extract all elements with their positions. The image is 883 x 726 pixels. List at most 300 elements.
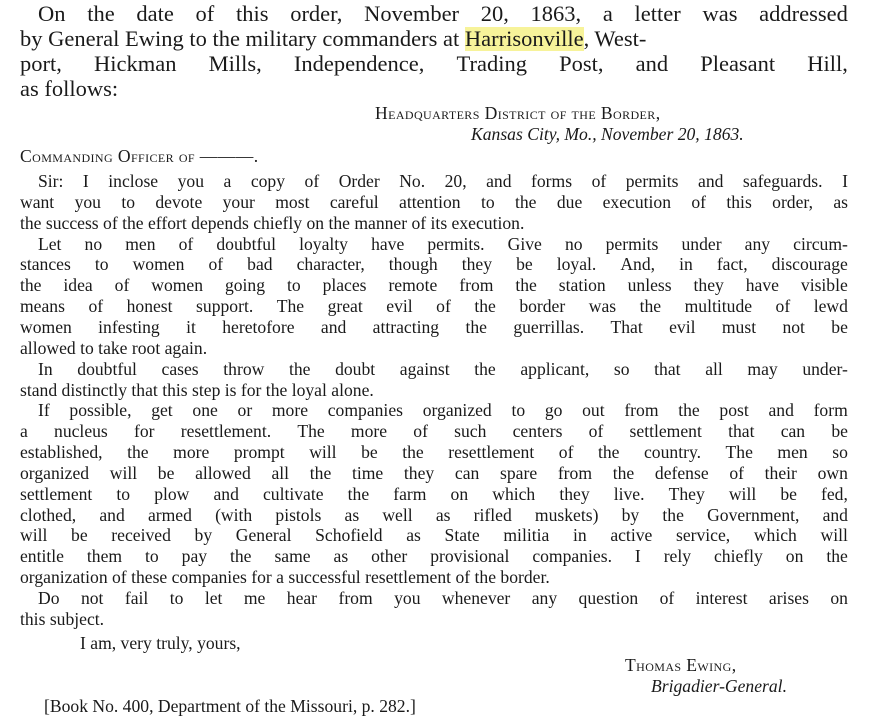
word: service, — [675, 525, 731, 546]
word: muskets) — [534, 504, 599, 525]
word: active — [610, 525, 653, 546]
word: be — [831, 316, 848, 337]
word: multitude — [684, 296, 753, 317]
word: to — [145, 546, 159, 567]
word: the — [662, 504, 684, 525]
paragraph-3-line-1 — [38, 360, 848, 379]
intro-line-1 — [38, 2, 848, 26]
word: border — [519, 296, 566, 317]
word: you — [177, 171, 205, 191]
word: on — [450, 483, 469, 504]
word: to — [116, 483, 131, 504]
word: no — [84, 233, 103, 254]
word: entitle — [20, 546, 64, 567]
word: I — [634, 546, 641, 567]
word: women — [20, 316, 72, 337]
paragraph-2-line-1 — [38, 235, 848, 254]
word: a — [20, 421, 28, 442]
word: be — [516, 254, 533, 275]
word: of — [178, 233, 194, 254]
word: Order — [338, 171, 380, 191]
word: permits — [605, 233, 659, 254]
word: to — [286, 275, 301, 296]
word: pay — [181, 546, 208, 567]
word: settlement — [629, 421, 702, 442]
word: pistols — [275, 504, 322, 525]
word: they — [403, 462, 435, 483]
word: to — [94, 254, 109, 275]
word: all — [705, 358, 723, 379]
word: visible — [800, 275, 848, 296]
intro-line-4-text: as follows: — [20, 76, 119, 101]
word: and — [698, 171, 724, 191]
word: me — [243, 588, 266, 608]
word: out — [582, 400, 605, 421]
paragraph-4-line-1 — [38, 401, 848, 420]
word: the — [347, 483, 370, 504]
word: be — [157, 462, 175, 483]
word: the — [87, 1, 115, 26]
word: will — [309, 442, 337, 463]
word: and — [635, 51, 669, 76]
intro-line-2-end: , West- — [583, 26, 647, 51]
word: live. — [613, 483, 645, 504]
word: The — [725, 442, 753, 463]
word: 20, — [480, 1, 509, 26]
word: of — [588, 421, 604, 442]
paragraph-1-line-2 — [20, 193, 848, 212]
highlighted-place-name: Harrisonville — [464, 26, 584, 51]
word: throw — [223, 358, 265, 379]
word: date — [136, 1, 174, 26]
paragraph-5-line-1 — [38, 589, 848, 608]
word: under — [681, 233, 722, 254]
word: may — [747, 358, 778, 379]
word: the — [474, 358, 496, 379]
word: same — [274, 546, 311, 567]
word: organized — [422, 400, 492, 421]
intro-line-2 — [20, 27, 848, 51]
word: allowed — [195, 462, 251, 483]
word: resettlement — [448, 442, 535, 463]
paragraph-4-line-8 — [20, 547, 848, 566]
word: of — [208, 254, 224, 275]
paragraph-2-line-4 — [20, 297, 848, 316]
word: State — [444, 525, 480, 546]
paragraph-2-line-5 — [20, 318, 848, 337]
word: In — [38, 358, 53, 379]
word: the — [309, 462, 332, 483]
word: the — [288, 358, 311, 379]
word: go — [544, 400, 563, 421]
word: established, — [20, 442, 103, 463]
word: so — [832, 442, 848, 463]
word: and — [822, 504, 848, 525]
word: country. — [644, 442, 701, 463]
word: well — [382, 504, 413, 525]
word: Give — [507, 233, 542, 254]
word: order, — [290, 1, 343, 26]
word: no — [564, 233, 583, 254]
word: men — [125, 233, 156, 254]
word: so — [613, 358, 630, 379]
word: Mills, — [208, 51, 262, 76]
signature-name: Thomas Ewing, — [625, 655, 737, 675]
word: that — [654, 358, 681, 379]
intro-line-3 — [20, 52, 848, 76]
word: centers — [512, 421, 563, 442]
word: evil — [669, 316, 696, 337]
word: great — [327, 296, 363, 317]
word: this — [235, 1, 269, 26]
word: loyalty — [299, 233, 348, 254]
word: your — [222, 191, 255, 212]
word: rifled — [473, 504, 512, 525]
word: must — [721, 316, 757, 337]
word: defense — [654, 462, 709, 483]
paragraph-3-line-2: stand distinctly that this step is for the loyal alone. — [20, 379, 374, 400]
word: will — [20, 525, 48, 546]
word: spare — [500, 462, 538, 483]
paragraph-4-line-5 — [20, 485, 848, 504]
word: attracting — [372, 316, 440, 337]
word: any — [531, 588, 558, 608]
word: arises — [768, 588, 809, 608]
word: armed — [147, 504, 192, 525]
word: a — [223, 171, 232, 191]
word: plow — [154, 483, 190, 504]
word: resettlement. — [180, 421, 272, 442]
word: evil — [386, 296, 413, 317]
word: Independence, — [293, 51, 425, 76]
word: post — [719, 400, 749, 421]
word: let — [204, 588, 223, 608]
paragraph-2-line-6: allowed to take root again. — [20, 337, 208, 358]
word: Hickman — [93, 51, 177, 76]
word: the — [20, 275, 42, 296]
word: applicant, — [520, 358, 590, 379]
word: can — [780, 421, 806, 442]
word: as — [833, 191, 848, 212]
word: Let — [38, 233, 62, 254]
word: bad — [247, 254, 273, 275]
word: the — [678, 400, 700, 421]
word: cases — [161, 358, 199, 379]
word: November — [364, 1, 460, 26]
word: They — [668, 483, 705, 504]
word: devote — [155, 191, 203, 212]
word: attention — [399, 191, 461, 212]
word: order, — [772, 191, 813, 212]
word: of — [591, 171, 607, 191]
word: question — [578, 588, 639, 608]
word: of — [304, 171, 320, 191]
word: I — [82, 171, 89, 191]
word: station — [558, 275, 606, 296]
word: get — [151, 400, 173, 421]
word: fed, — [821, 483, 848, 504]
word: and — [768, 400, 794, 421]
word: or — [237, 400, 253, 421]
word: port, — [20, 51, 62, 76]
word: they — [461, 254, 493, 275]
word: safeguards. — [742, 171, 823, 191]
word: the — [402, 442, 424, 463]
word: men — [777, 442, 808, 463]
word: addressed — [759, 1, 848, 26]
word: not — [80, 588, 104, 608]
word: Do — [38, 588, 60, 608]
word: Pleasant — [700, 51, 776, 76]
word: them — [86, 546, 123, 567]
word: the — [612, 462, 635, 483]
word: to — [169, 588, 184, 608]
word: of — [558, 442, 574, 463]
word: most — [275, 191, 310, 212]
word: though — [388, 254, 438, 275]
word: lewd — [813, 296, 848, 317]
word: be — [361, 442, 378, 463]
word: in — [679, 254, 693, 275]
word: on — [830, 588, 848, 608]
word: I — [842, 171, 848, 191]
word: The — [297, 421, 325, 442]
word: fact, — [716, 254, 748, 275]
word: And, — [620, 254, 656, 275]
word: General — [235, 525, 292, 546]
word: all — [271, 462, 290, 483]
word: in — [572, 525, 587, 546]
word: clothed, — [20, 504, 77, 525]
word: of — [413, 421, 428, 442]
word: they — [559, 483, 590, 504]
word: Sir: — [38, 171, 64, 191]
word: places — [322, 275, 367, 296]
word: the — [127, 442, 149, 463]
word: and — [99, 504, 125, 525]
word: honest — [126, 296, 173, 317]
word: be — [71, 525, 88, 546]
word: of — [729, 462, 744, 483]
word: received — [111, 525, 171, 546]
word: a — [602, 1, 613, 26]
word: more — [173, 442, 210, 463]
word: be — [780, 483, 797, 504]
paragraph-1-line-3: the success of the effort depends chiefly on the manner of its execution. — [20, 212, 525, 233]
word: by — [621, 504, 640, 525]
word: to — [480, 191, 495, 212]
paragraph-4-line-4 — [20, 464, 848, 483]
word: the — [474, 296, 496, 317]
intro-line-2-start: by General Ewing to the military commanders at — [20, 26, 460, 51]
word: as — [435, 504, 451, 525]
word: possible, — [69, 400, 132, 421]
addressee: Commanding Officer of ———. — [20, 146, 259, 166]
word: from — [557, 462, 593, 483]
word: idea — [63, 275, 93, 296]
word: Schofield — [315, 525, 383, 546]
word: careful — [329, 191, 379, 212]
word: of — [195, 1, 215, 26]
word: of — [659, 588, 675, 608]
word: remote — [388, 275, 438, 296]
word: be — [831, 421, 848, 442]
word: If — [38, 400, 50, 421]
word: Post, — [559, 51, 604, 76]
signature-title: Brigadier-General. — [651, 676, 787, 696]
word: circum- — [793, 233, 848, 254]
paragraph-2-line-2 — [20, 255, 848, 274]
word: 1863, — [530, 1, 582, 26]
word: against — [399, 358, 450, 379]
word: settlement — [20, 483, 93, 504]
word: it — [186, 316, 196, 337]
word: permits. — [427, 233, 485, 254]
word: of — [436, 296, 451, 317]
word: form — [813, 400, 848, 421]
word: any — [744, 233, 771, 254]
word: will — [728, 483, 757, 504]
word: women — [151, 275, 204, 296]
word: one — [192, 400, 218, 421]
word: to — [511, 400, 526, 421]
paragraph-4-line-9: organization of these companies for a successful resettlement of the border. — [20, 567, 550, 588]
word: of — [691, 191, 707, 212]
word: character, — [296, 254, 365, 275]
word: companies. — [532, 546, 612, 567]
word: provisional — [430, 546, 510, 567]
word: will — [109, 462, 138, 483]
word: of — [775, 296, 791, 317]
word: discourage — [771, 254, 848, 275]
word: infesting — [98, 316, 160, 337]
word: by — [194, 525, 213, 546]
word: under- — [802, 358, 848, 379]
word: That — [610, 316, 643, 337]
word: militia — [503, 525, 550, 546]
word: prompt — [233, 442, 285, 463]
word: more — [350, 421, 388, 442]
place-and-date: Kansas City, Mo., November 20, 1863. — [471, 124, 744, 144]
word: unless — [627, 275, 672, 296]
word: chiefly — [714, 546, 763, 567]
word: the — [597, 442, 620, 463]
word: farm — [393, 483, 427, 504]
closing-line: I am, very truly, yours, — [80, 633, 241, 653]
word: of — [88, 296, 104, 317]
word: inclose — [108, 171, 159, 191]
word: from — [338, 588, 373, 608]
word: whenever — [441, 588, 511, 608]
word: more — [271, 400, 309, 421]
headquarters-heading: Headquarters District of the Border, — [375, 103, 661, 123]
word: the — [514, 191, 537, 212]
word: No. — [399, 171, 426, 191]
word: the — [826, 546, 848, 567]
word: their — [764, 462, 797, 483]
word: (with — [215, 504, 253, 525]
word: as — [333, 546, 349, 567]
word: means — [20, 296, 65, 317]
word: permits — [625, 171, 679, 191]
word: fail — [124, 588, 149, 608]
paragraph-1-line-1 — [38, 172, 848, 191]
word: loyal. — [556, 254, 597, 275]
word: On — [38, 1, 66, 26]
paragraph-4-line-7 — [20, 526, 848, 545]
word: as — [406, 525, 421, 546]
word: they — [693, 275, 724, 296]
word: that — [728, 421, 755, 442]
word: can — [454, 462, 480, 483]
word: as — [344, 504, 360, 525]
word: cultivate — [262, 483, 324, 504]
word: rely — [663, 546, 692, 567]
paragraph-2-line-3 — [20, 276, 848, 295]
word: for — [134, 421, 155, 442]
word: have — [371, 233, 405, 254]
paragraph-4-line-3 — [20, 443, 848, 462]
word: 20, — [444, 171, 467, 191]
paragraph-5-line-2: this subject. — [20, 608, 105, 629]
word: companies — [327, 400, 403, 421]
word: was — [588, 296, 617, 317]
word: of — [114, 275, 130, 296]
word: Government, — [707, 504, 800, 525]
word: which — [753, 525, 797, 546]
word: and — [213, 483, 239, 504]
word: and — [320, 316, 347, 337]
word: will — [820, 525, 848, 546]
word: heretofore — [222, 316, 295, 337]
word: organized — [20, 462, 90, 483]
word: execution — [602, 191, 671, 212]
word: letter — [634, 1, 681, 26]
word: the — [639, 296, 662, 317]
word: you — [74, 191, 101, 212]
word: not — [782, 316, 805, 337]
word: doubtful — [77, 358, 137, 379]
word: due — [556, 191, 583, 212]
paragraph-4-line-2 — [20, 422, 848, 441]
word: on — [785, 546, 804, 567]
citation: [Book No. 400, Department of the Missouri, p. 282.] — [44, 696, 416, 716]
word: was — [702, 1, 738, 26]
word: women — [132, 254, 185, 275]
word: The — [276, 296, 305, 317]
word: other — [371, 546, 408, 567]
word: which — [492, 483, 536, 504]
paragraph-4-line-6 — [20, 506, 848, 525]
intro-line-4 — [20, 77, 118, 101]
word: hear — [286, 588, 318, 608]
word: nucleus — [54, 421, 108, 442]
word: you — [394, 588, 421, 608]
word: have — [745, 275, 779, 296]
word: going — [224, 275, 266, 296]
word: interest — [695, 588, 748, 608]
word: from — [624, 400, 659, 421]
word: Trading — [456, 51, 527, 76]
word: doubtful — [216, 233, 276, 254]
word: doubt — [335, 358, 376, 379]
word: stances — [20, 254, 71, 275]
word: own — [817, 462, 848, 483]
word: support. — [196, 296, 254, 317]
word: the — [230, 546, 252, 567]
word: want — [20, 191, 55, 212]
word: this — [726, 191, 752, 212]
